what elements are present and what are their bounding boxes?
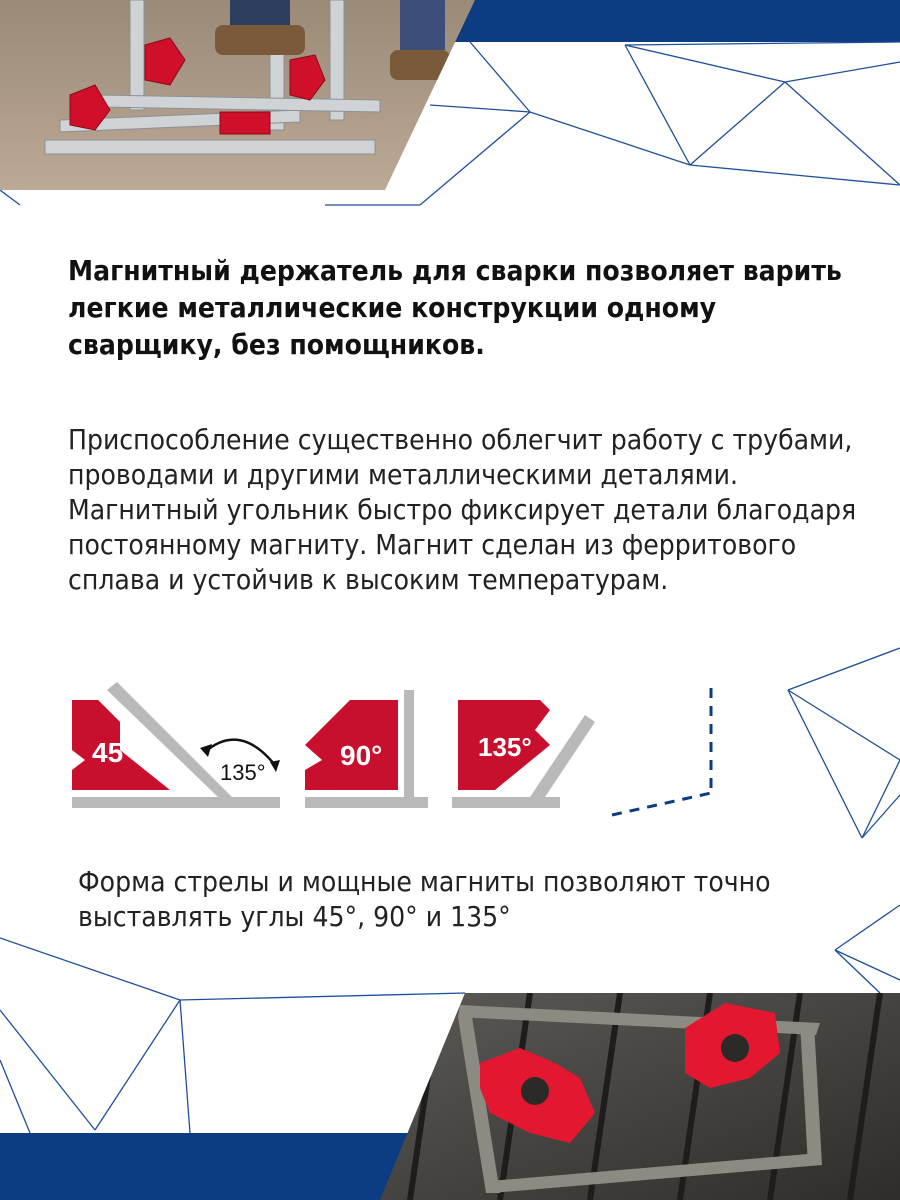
right-line-pattern (788, 648, 900, 838)
label-135-arrow: 135° (220, 760, 266, 785)
description-text: Приспособление существенно облегчит работу с трубами, проводами и другими металлическими деталями. Магнитный угольник быстро фиксирует детали благодаря постоянному магниту. Магнит сделан из ферритового сплава и устойчив к высоким температурам. (68, 423, 857, 596)
steel-bar (404, 690, 414, 797)
steel-bar (530, 715, 595, 797)
top-blue-band (448, 0, 900, 42)
steel-bar (305, 797, 428, 808)
angle-diagram (60, 680, 620, 820)
steel-bar (452, 797, 560, 808)
intro-text: Магнитный держатель для сварки позволяет варить легкие металлические конструкции одному сварщику, без помощников. (68, 254, 842, 361)
magnet-90-group (305, 690, 428, 808)
magnet-45-group (72, 682, 280, 808)
dashed-corner (612, 688, 711, 815)
magnet-135-group (452, 700, 595, 808)
steel-bar (72, 797, 280, 808)
bottom-blue-band (0, 1133, 420, 1200)
label-135: 135° (478, 732, 532, 762)
top-welding-photo (0, 0, 475, 190)
label-45: 45° (92, 737, 135, 768)
label-90: 90° (340, 740, 383, 771)
bottom-right-line-pattern (835, 905, 900, 993)
caption-text: Форма стрелы и мощные магниты позволяют точно выставлять углы 45°, 90° и 135° (78, 865, 771, 933)
bottom-magnets-photo (380, 993, 900, 1200)
